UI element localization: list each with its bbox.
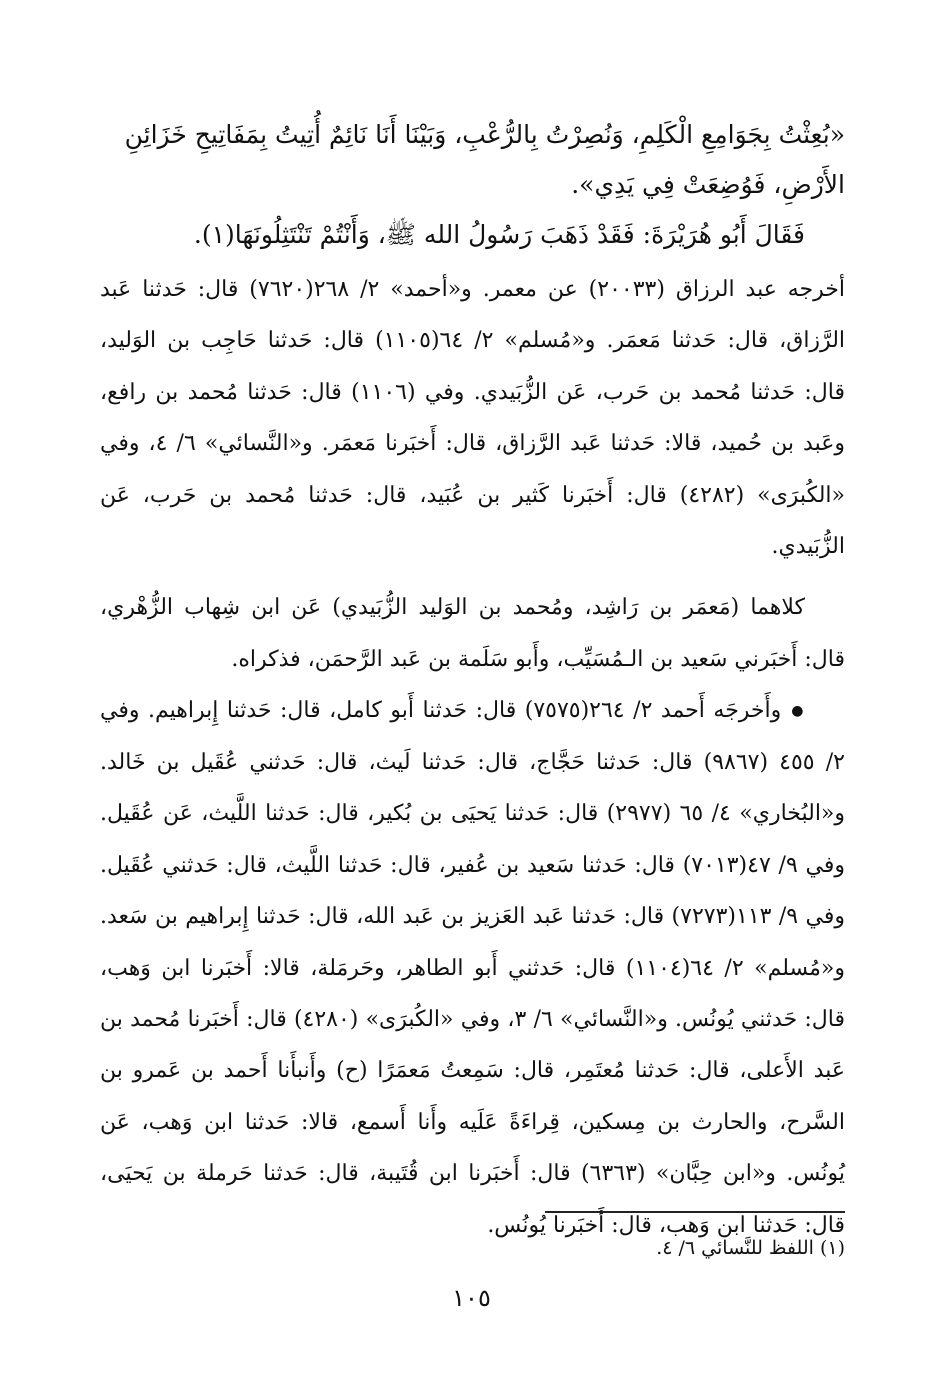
takhrij-paragraph-2: كلاهما (مَعمَر بن رَاشِد، ومُحمد بن الوَليد الزُّبَيدي) عَن ابن شِهاب الزُّهْري، قال: أَخبَرني سَعيد بن الـمُسَيِّب، وأَبو سَلَمة بن عَبد الرَّحمَن، فذكراه. xyxy=(100,595,845,672)
footnote-divider xyxy=(545,1211,845,1213)
hadith-text xyxy=(100,110,845,260)
footnote: (١) اللفظ للنَّسائي ٦/ ٤. xyxy=(656,1237,845,1259)
takhrij-paragraph-3-wrapper xyxy=(100,685,845,1251)
hadith-line-3: فَقَالَ أَبُو هُرَيْرَةَ: فَقَدْ ذَهَبَ رَسُولُ الله ﷺ، وَأَنْتُمْ تَنْتَثِلُونَهَا(١). xyxy=(193,220,805,249)
bullet-icon: ● xyxy=(791,702,806,719)
takhrij-paragraph-3: وأَخرجَه أَحمد ٢/ ٢٦٤(٧٥٧٥) قال: حَدثنا أَبو كامل، قال: حَدثنا إِبراهيم. وفي ٢/ ٤٥٥ (٩٨٦٧) قال: حَدثنا حَجَّاج، قال: حَدثنا لَيث، قال: حَدثني عُقَيل بن خَالد. و«البُخاري» ٤/ ٦٥ (٢٩٧٧) قال: حَدثنا يَحيَى بن بُكير، قال: حَدثنا اللَّيث، عَن عُقَيل. وفي ٩/ ٤٧(٧٠١٣) قال: حَدثنا سَعيد بن عُفير، قال: حَدثنا اللَّيث، قال: حَدثني عُقَيل. وفي ٩/ ١١٣(٧٢٧٣) قال: حَدثنا عَبد العَزيز بن عَبد الله، قال: حَدثنا إِبراهيم بن سَعد. و«مُسلم» ٢/ ٦٤(١١٠٤) قال: حَدثني أَبو الطاهر، وحَرمَلة، قالا: أَخبَرنا ابن وَهب، قال: حَدثني يُونُس. و«النَّسائي» ٦/ ٣، وفي «الكُبرَى» (٤٢٨٠) قال: أَخبَرنا مُحمد بن عَبد الأَعلى، قال: حَدثنا مُعتَمِر، قال: سَمِعتُ مَعمَرًا (ح) وأَنبأَنا أَحمد بن عَمرو بن السَّرح، والحارث بن مِسكين، قِراءَةً عَلَيه وأَنا أَسمع، قالا: حَدثنا ابن وَهب، عَن يُونُس. و«ابن حِبَّان» (٦٣٦٣) قال: أَخبَرنا ابن قُتَيبة، قال: حَدثنا حَرملة بن يَحيَى، قال: حَدثنا ابن وَهب، قال: أَخبَرنا يُونُس. xyxy=(100,698,846,1238)
hadith-line-1: «بُعِثْتُ بِجَوَامِعِ الْكَلِمِ، وَنُصِرْتُ بِالرُّعْبِ، وَبَيْنَا أَنَا نَائِمٌ أُتِيتُ بِمَفَاتِيحِ خَزَائِنِ xyxy=(124,120,845,149)
page-number: ١٠٥ xyxy=(452,1284,491,1312)
takhrij-section xyxy=(100,264,845,1251)
hadith-line-2: الأَرْضِ، فَوُضِعَتْ فِي يَدِي». xyxy=(571,170,845,199)
takhrij-paragraph-1: أخرجه عبد الرزاق (٢٠٠٣٣) عن معمر. و«أحمد» ٢/ ٢٦٨(٧٦٢٠) قال: حَدثنا عَبد الرَّزاق، قال: حَدثنا مَعمَر. و«مُسلم» ٢/ ٦٤(١١٠٥) قال: حَدثنا حَاجِب بن الوَليد، قال: حَدثنا مُحمد بن حَرب، عَن الزُّبَيدي. وفي (١١٠٦) قال: حَدثنا مُحمد بن رافع، وعَبد بن حُميد، قالا: حَدثنا عَبد الرَّزاق، قال: أَخبَرنا مَعمَر. و«النَّسائي» ٦/ ٤، وفي «الكُبرَى» (٤٢٨٢) قال: أَخبَرنا كَثير بن عُبَيد، قال: حَدثنا مُحمد بن حَرب، عَن الزُّبَيدي. xyxy=(100,277,846,560)
